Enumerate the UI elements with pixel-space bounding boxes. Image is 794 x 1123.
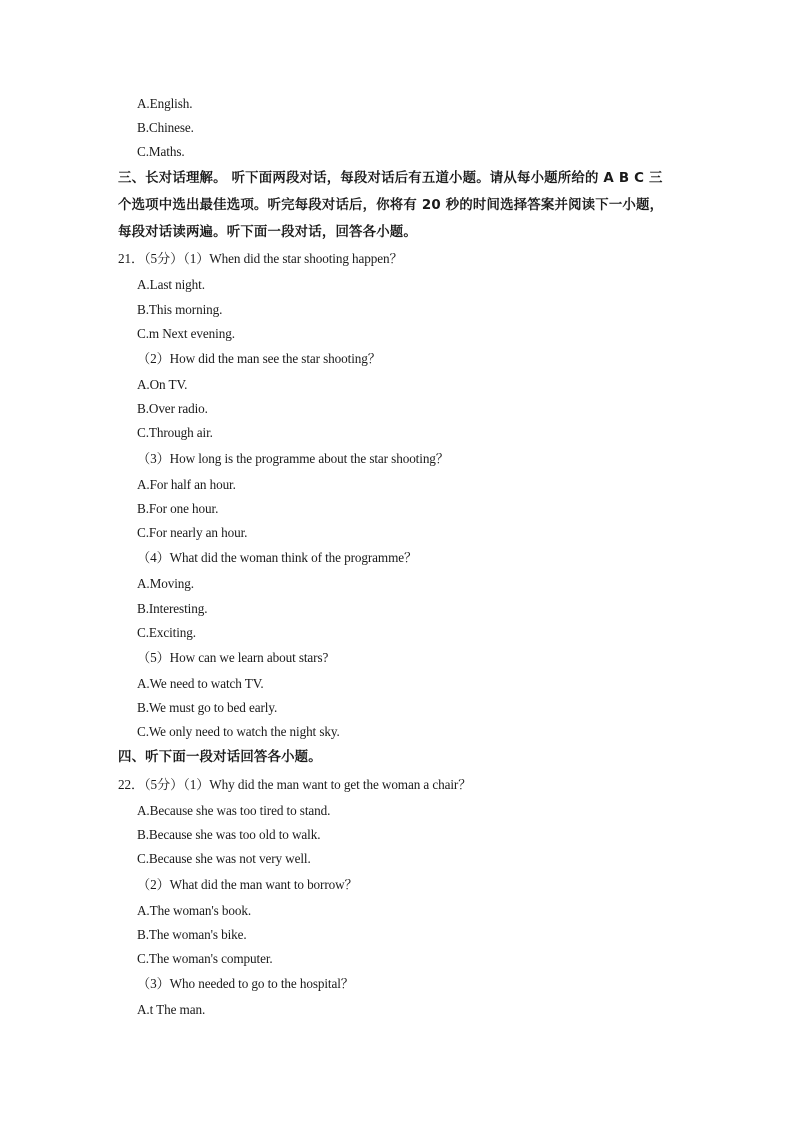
q21-3-option-c: C.For nearly an hour. <box>137 525 248 540</box>
q21-5-option-b: B.We must go to bed early. <box>137 700 278 715</box>
section-three-heading-line2: 个选项中选出最佳选项。听完每段对话后，你将有 20 秒的时间选择答案并阅读下一小题， <box>118 198 664 213</box>
q21-4-option-c: C.Exciting. <box>137 625 196 640</box>
q21-4-option-b: B.Interesting. <box>137 601 208 616</box>
q21-4-option-a: A.Moving. <box>137 576 194 591</box>
q22-3-option-a: A.t The man. <box>137 1002 206 1017</box>
option-maths: C.Maths. <box>137 144 185 159</box>
q21-sub-3: （3）How long is the programme about the star shooting？ <box>137 451 449 466</box>
q21-2-option-c: C.Through air. <box>137 425 213 440</box>
q22-1-option-b: B.Because she was too old to walk. <box>137 827 321 842</box>
section-three-heading-line3: 每段对话读两遍。听下面一段对话，回答各小题。 <box>118 225 417 240</box>
q22-2-option-b: B.The woman's bike. <box>137 927 247 942</box>
q21-5-option-a: A.We need to watch TV. <box>137 676 264 691</box>
q22-1-option-a: A.Because she was too tired to stand. <box>137 803 331 818</box>
q21-1-option-c: C.m Next evening. <box>137 326 235 341</box>
option-chinese: B.Chinese. <box>137 120 194 135</box>
question-21: 21．（5分）（1）When did the star shooting happen？ <box>118 251 403 266</box>
q22-sub-3: （3）Who needed to go to the hospital？ <box>137 976 354 991</box>
q21-1-option-b: B.This morning. <box>137 302 223 317</box>
q21-sub-5: （5）How can we learn about stars? <box>137 650 329 665</box>
q22-2-option-a: A.The woman's book. <box>137 903 252 918</box>
section-three-heading-line1: 三、长对话理解。 听下面两段对话，每段对话后有五道小题。请从每小题所给的 A B C 三 <box>118 171 663 186</box>
q22-1-option-c: C.Because she was not very well. <box>137 851 311 866</box>
q21-3-option-a: A.For half an hour. <box>137 477 236 492</box>
q21-sub-2: （2）How did the man see the star shooting？ <box>137 351 381 366</box>
section-four-heading: 四、听下面一段对话回答各小题。 <box>118 750 322 765</box>
q22-2-option-c: C.The woman's computer. <box>137 951 273 966</box>
q21-2-option-a: A.On TV. <box>137 377 188 392</box>
q21-2-option-b: B.Over radio. <box>137 401 208 416</box>
q22-sub-2: （2）What did the man want to borrow？ <box>137 877 358 892</box>
q21-sub-4: （4）What did the woman think of the programme？ <box>137 550 418 565</box>
question-22: 22．（5分）（1）Why did the man want to get the woman a chair？ <box>118 777 472 792</box>
option-english: A.English. <box>137 96 193 111</box>
q21-1-option-a: A.Last night. <box>137 277 205 292</box>
q21-5-option-c: C.We only need to watch the night sky. <box>137 724 340 739</box>
q21-3-option-b: B.For one hour. <box>137 501 219 516</box>
